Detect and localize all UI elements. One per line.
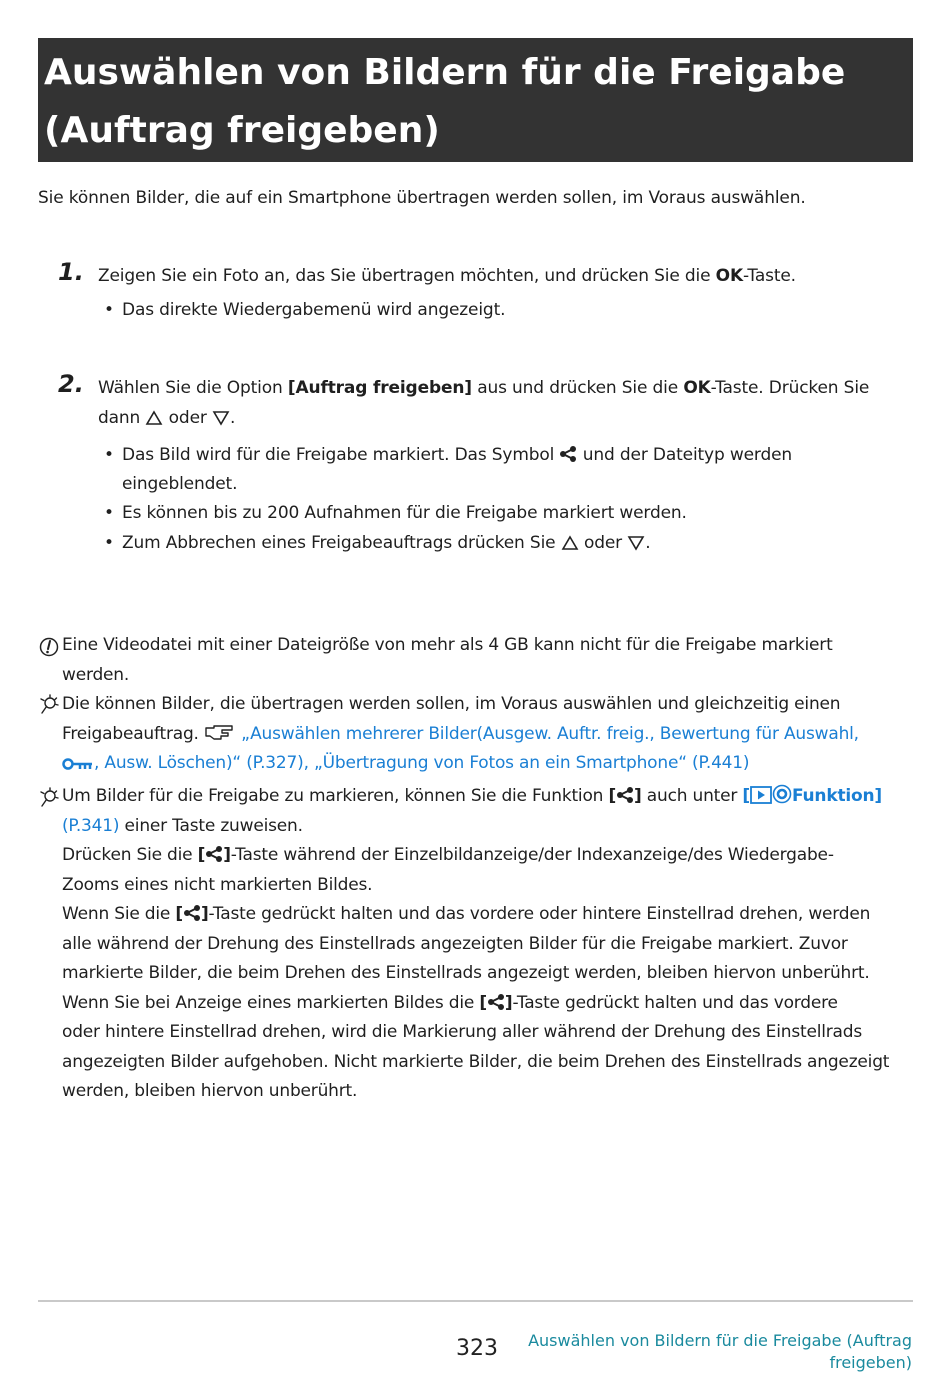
step-1-bullet-1: Das direkte Wiedergabemenü wird angezeigt.	[122, 300, 506, 320]
settings-dial-icon	[772, 784, 792, 804]
bullet-dot: •	[104, 533, 115, 553]
down-triangle-icon	[627, 535, 645, 551]
tip-icon	[38, 694, 60, 716]
reference-hand-icon	[204, 724, 236, 742]
link-page-341[interactable]: (P.341)	[62, 815, 120, 836]
down-triangle-icon	[212, 410, 230, 426]
link-uebertragung-smartphone[interactable]: „Übertragung von Fotos an ein Smartphone“ (P.441)	[314, 753, 750, 773]
page-title	[44, 44, 913, 160]
tip-icon	[38, 787, 60, 809]
share-bracket: [ ]	[608, 786, 642, 806]
tip-note-2: Um Bilder für die Freigabe zu markieren, können Sie die Funktion [ ] auch unter [ Funktion] (P.341) einer Taste zuweisen. Drücken Sie die [ ]-Taste während der Einzelbildanzeige/der Indexanzeige/des Wiedergabe- Zooms eines nicht markierten Bildes. Wenn Sie die [ ]-Taste gedrückt halten und das vordere oder hintere Einstellrad drehen, werden alle während der Drehung des Einstellrads angezeigten Bilder für die Freigabe markiert. Zuvor markierte Bilder, die beim Drehen des Einstellrads angezeigt werden, bleiben hiervon unberührt. Wenn Sie bei Anzeige eines markierten Bildes die [ ]-Taste gedrückt halten und das vordere oder hintere Einstellrad drehen, wird die Markierung aller während der Drehung des Einstellrads angezeigten Bilder aufgehoben. Nicht markierte Bilder, die beim Drehen des Einstellrads angezeigt werden, bleiben hiervon unberührt.	[62, 786, 890, 1101]
up-triangle-icon	[145, 410, 163, 426]
step-2-text: Wählen Sie die Option [Auftrag freigeben] aus und drücken Sie die OK-Taste. Drücken Sie dann oder .	[98, 378, 870, 428]
step-2-bullet-2: Es können bis zu 200 Aufnahmen für die Freigabe markiert werden.	[122, 503, 687, 523]
step-1-text: Zeigen Sie ein Foto an, das Sie übertragen möchten, und drücken Sie die OK-Taste.	[98, 266, 796, 286]
page-number: 323	[456, 1336, 498, 1361]
share-icon	[559, 445, 577, 463]
share-icon	[205, 845, 223, 863]
step-1-number: 1.	[58, 258, 84, 286]
bullet-dot: •	[104, 445, 115, 465]
bullet-dot: •	[104, 300, 115, 320]
option-auftrag-freigeben: [Auftrag freigeben]	[287, 378, 472, 398]
page-title-line1: Auswählen von Bildern für die Freigabe	[44, 52, 846, 93]
play-icon	[750, 786, 772, 804]
ok-button-label: OK	[715, 266, 743, 286]
share-icon	[616, 786, 634, 804]
caution-note: Eine Videodatei mit einer Dateigröße von mehr als 4 GB kann nicht für die Freigabe markiert werden.	[62, 635, 833, 685]
ok-button-label: OK	[683, 378, 711, 398]
footer-divider	[38, 1300, 913, 1302]
link-auswaehlen-mehrerer-bilder-cont[interactable]: , Ausw. Löschen)“ (P.327)	[94, 753, 304, 773]
page-title-line2: (Auftrag freigeben)	[44, 110, 440, 151]
bullet-dot: •	[104, 503, 115, 523]
step-2-number: 2.	[58, 370, 84, 398]
tip-note-1: Die können Bilder, die übertragen werden sollen, im Voraus auswählen und gleichzeitig einen Freigabeauftrag. „Auswählen mehrerer Bilder(Ausgew. Auftr. freig., Bewertung für Auswahl, , Ausw. Löschen)“ (P.327), „Übertragung von Fotos an ein Smartphone“ (P.441)	[62, 694, 859, 773]
caution-icon	[38, 636, 60, 658]
step-2-bullet-1: Das Bild wird für die Freigabe markiert. Das Symbol und der Dateityp werden eingeblendet.	[122, 445, 793, 494]
footer-section-link[interactable]: Auswählen von Bildern für die Freigabe (Auftrag freigeben)	[528, 1331, 912, 1372]
intro-text: Sie können Bilder, die auf ein Smartphone übertragen werden sollen, im Voraus auswählen.	[38, 188, 806, 208]
link-play-funktion[interactable]: [ Funktion]	[742, 786, 882, 806]
step-2-bullet-3: Zum Abbrechen eines Freigabeauftrags drücken Sie oder .	[122, 533, 651, 553]
share-icon	[183, 904, 201, 922]
page-title-banner	[38, 38, 913, 162]
link-auswaehlen-mehrerer-bilder[interactable]: „Auswählen mehrerer Bilder(Ausgew. Auftr. freig., Bewertung für Auswahl,	[241, 723, 859, 744]
up-triangle-icon	[561, 535, 579, 551]
share-icon	[487, 993, 505, 1011]
protect-key-icon	[62, 757, 94, 771]
